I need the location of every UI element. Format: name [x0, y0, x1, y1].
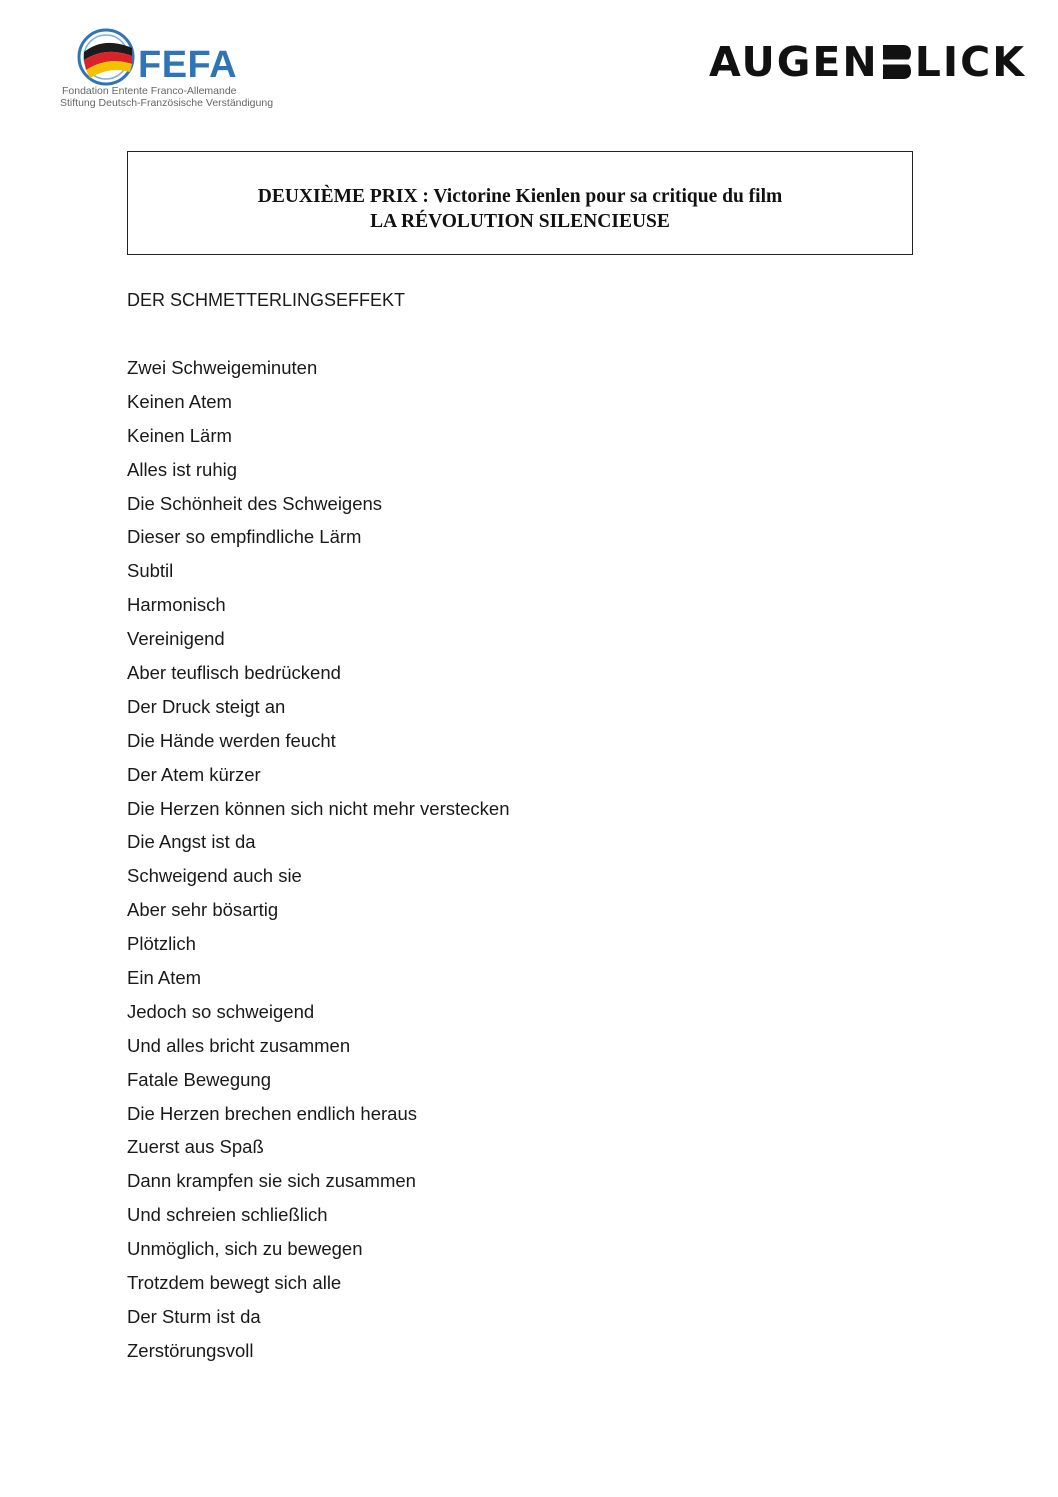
poem-line: Der Sturm ist da — [127, 1305, 261, 1327]
poem-line: Vereinigend — [127, 628, 225, 650]
augenblick-part1: AUGEN — [709, 37, 879, 86]
poem-line: Alles ist ruhig — [127, 458, 238, 480]
poem-line: Zerstörungsvoll — [127, 1339, 254, 1361]
poem-line: Die Herzen können sich nicht mehr verstecken — [127, 797, 510, 819]
poem-line: Und schreien schließlich — [127, 1204, 328, 1226]
poem-line: Subtil — [127, 560, 174, 582]
poem-line: Keinen Lärm — [127, 424, 232, 446]
fefa-emblem-icon — [74, 26, 136, 88]
poem-line: Aber teuflisch bedrückend — [127, 662, 341, 684]
fefa-logo — [58, 26, 274, 114]
poem-line: Plötzlich — [127, 933, 196, 955]
poem-line: Jedoch so schweigend — [127, 1000, 315, 1022]
title-line-1: DEUXIÈME PRIX : Victorine Kienlen pour sa critique du film — [257, 186, 783, 207]
fefa-subtitle-fr: Fondation Entente Franco-Allemande — [62, 85, 237, 97]
poem-line: Und alles bricht zusammen — [127, 1034, 351, 1056]
poem-line: Dann krampfen sie sich zusammen — [127, 1170, 416, 1192]
poem-line: Harmonisch — [127, 594, 226, 616]
title-box — [127, 151, 913, 255]
augenblick-part2: LICK — [914, 37, 1026, 86]
poem-line: Die Schönheit des Schweigens — [127, 492, 383, 514]
poem-line: Keinen Atem — [127, 390, 232, 412]
poem-line: Dieser so empfindliche Lärm — [127, 526, 362, 548]
fefa-name: FEFA — [138, 44, 238, 86]
augenblick-b-icon — [881, 43, 913, 81]
poem-line: Der Druck steigt an — [127, 695, 286, 717]
poem-line: Schweigend auch sie — [127, 865, 302, 887]
poem-line: Der Atem kürzer — [127, 763, 261, 785]
poem-line: Aber sehr bösartig — [127, 899, 279, 921]
poem-line: Ein Atem — [127, 967, 202, 989]
fefa-subtitle-de: Stiftung Deutsch-Französische Verständigung — [60, 97, 274, 109]
poem-line: Zuerst aus Spaß — [127, 1136, 264, 1158]
poem-line: Die Angst ist da — [127, 831, 256, 853]
poem-line: Zwei Schweigeminuten — [127, 357, 318, 378]
poem-line: Die Hände werden feucht — [127, 729, 336, 751]
poem-line: Unmöglich, sich zu bewegen — [127, 1238, 363, 1260]
title-line-2: LA RÉVOLUTION SILENCIEUSE — [370, 211, 670, 232]
poem-heading: DER SCHMETTERLINGSEFFEKT — [127, 290, 406, 310]
poem-lines — [127, 357, 510, 1374]
poem-line: Fatale Bewegung — [127, 1068, 271, 1090]
poem-line: Die Herzen brechen endlich heraus — [127, 1102, 418, 1124]
augenblick-logo — [709, 37, 1026, 86]
poem-line: Trotzdem bewegt sich alle — [127, 1272, 342, 1294]
